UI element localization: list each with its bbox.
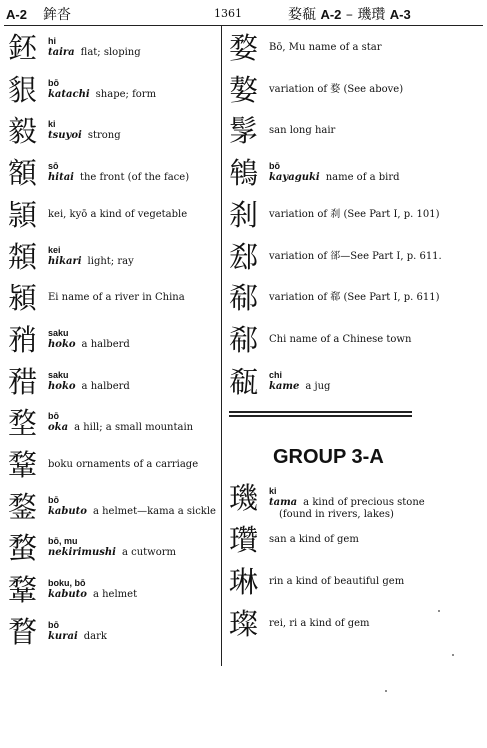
- entry-meaning: a kind of precious stone: [303, 497, 425, 508]
- entry-reading: bō: [48, 619, 59, 630]
- entry-meaning: kei, kyō a kind of vegetable: [48, 208, 188, 220]
- print-speck: [438, 610, 440, 612]
- entry-reading: saku: [48, 369, 69, 380]
- entry-meaning: strong: [87, 130, 121, 142]
- entry-reading: saku: [48, 327, 69, 338]
- entry-meaning: a helmet: [92, 589, 138, 601]
- section-rule-top: [229, 411, 412, 413]
- entry-kanji: 瞀: [8, 614, 38, 649]
- entry-meaning: dark: [83, 630, 107, 642]
- entry-reading: bō: [269, 161, 280, 172]
- entry-kanji: 郗: [229, 322, 259, 357]
- entry-kanji: 潁: [8, 281, 38, 316]
- entry-gloss: hikari: [48, 255, 82, 267]
- entry-gloss: kame: [269, 380, 300, 392]
- entry-meaning: rin a kind of beautiful gem: [269, 576, 405, 587]
- header-right-code-2: A-3: [389, 7, 411, 22]
- entry-meaning: light; ray: [87, 255, 134, 267]
- section-rule-bottom: [229, 415, 412, 417]
- entry-kanji: 鴾: [229, 156, 259, 191]
- entry-text: [48, 369, 130, 393]
- entry-text: [48, 35, 141, 59]
- entry-meaning: a helmet—kama a sickle: [92, 505, 216, 517]
- entry-kanji: 額: [8, 156, 38, 191]
- entry-meaning: Ei name of a river in China: [48, 292, 185, 304]
- entry-kanji: 毅: [8, 114, 38, 149]
- entry-reading: ki: [269, 486, 277, 496]
- page-number: 1361: [214, 7, 242, 20]
- entry-text: [48, 535, 176, 559]
- print-speck: [385, 690, 387, 692]
- entry-reading: ki: [48, 119, 56, 130]
- entry-text: [48, 619, 107, 643]
- entry-text: [48, 244, 134, 268]
- entry-text: [269, 42, 382, 54]
- entry-kanji: 鞪: [8, 448, 38, 482]
- entry-kanji: 蝥: [8, 531, 38, 566]
- entry-text: [269, 125, 335, 137]
- entry-meaning: rei, ri a kind of gem: [269, 618, 370, 629]
- entry-gloss: kurai: [48, 630, 78, 642]
- entry-kanji: 堥: [8, 406, 38, 441]
- entry-kanji: 頮: [8, 239, 38, 274]
- entry-meaning: a halberd: [81, 338, 130, 350]
- entry-reading: bō: [48, 77, 59, 88]
- entry-kanji: 郄: [229, 239, 259, 274]
- header-right-code-1: A-2: [320, 7, 342, 22]
- entry-text: [269, 534, 359, 546]
- entry-gloss: nekirimushi: [48, 547, 116, 559]
- entry-text: [269, 334, 411, 346]
- entry-meaning: a cutworm: [121, 547, 177, 559]
- print-speck: [452, 654, 454, 656]
- entry-kanji: 貇: [8, 72, 38, 107]
- entry-kanji: 鞪: [8, 573, 38, 608]
- entry-text: [48, 160, 189, 184]
- entry-kanji: 鍪: [8, 489, 38, 524]
- entry-text: [269, 618, 370, 630]
- entry-gloss: hoko: [48, 380, 76, 392]
- entry-text: [48, 494, 216, 518]
- header-left-code: A-2: [6, 7, 27, 22]
- entry-kanji: 郗: [229, 281, 259, 316]
- entry-kanji: 婺: [229, 31, 259, 65]
- entry-reading: kei: [48, 244, 61, 255]
- header-right-kanji-1: 婺瓻: [288, 7, 316, 23]
- entry-text: [48, 292, 185, 304]
- entry-gloss: hitai: [48, 172, 74, 184]
- entry-meaning: name of a bird: [325, 172, 400, 184]
- entry-kanji: 髳: [229, 114, 259, 149]
- entry-gloss: kabuto: [48, 505, 87, 517]
- entry-gloss: tsuyoi: [48, 130, 82, 142]
- entry-text: [269, 369, 330, 393]
- header-left: [6, 4, 71, 24]
- entry-gloss: katachi: [48, 88, 90, 100]
- entry-text: [269, 160, 400, 184]
- entry-meaning: san a kind of gem: [269, 534, 359, 545]
- entry-reading: boku, bō: [48, 578, 86, 589]
- entry-text: [48, 410, 193, 434]
- entry-kanji: 刹: [229, 197, 259, 232]
- entry-kanji: 璣: [229, 481, 259, 515]
- entry-meaning: variation of 刹 (See Part I, p. 101): [269, 208, 440, 220]
- group-title: GROUP 3-A: [273, 446, 384, 468]
- entry-text: [269, 209, 440, 221]
- entry-kanji: 瓻: [229, 364, 259, 399]
- entry-text: [48, 577, 137, 601]
- entry-reading: bō, mu: [48, 536, 78, 547]
- entry-reading: bō: [48, 411, 59, 422]
- entry-gloss: tama: [269, 497, 298, 508]
- entry-gloss: hoko: [48, 338, 76, 350]
- entry-text: [48, 118, 121, 142]
- header-right: [288, 4, 411, 24]
- entry-meaning-continued: (found in rivers, lakes): [279, 509, 394, 520]
- entry-meaning: boku ornaments of a carriage: [48, 459, 199, 470]
- entry-meaning: Bō, Mu name of a star: [269, 42, 382, 53]
- entry-kanji: 矠: [8, 364, 38, 399]
- entry-kanji: 琳: [229, 565, 259, 599]
- entry-reading: chi: [269, 369, 283, 380]
- entry-gloss: kayaguki: [269, 172, 320, 184]
- entry-kanji: 鉟: [8, 31, 38, 65]
- entry-meaning: variation of 郤—See Part I, p. 611.: [269, 250, 442, 262]
- entry-meaning: a halberd: [81, 380, 130, 392]
- entry-text: [269, 292, 440, 304]
- entry-text: [48, 77, 156, 101]
- entry-gloss: kabuto: [48, 589, 87, 601]
- entry-reading: hi: [48, 36, 56, 46]
- entry-meaning: variation of 郗 (See Part I, p. 611): [269, 292, 440, 304]
- entry-kanji: 嫯: [229, 72, 259, 107]
- entry-kanji: 頴: [8, 197, 38, 232]
- entry-meaning: the front (of the face): [79, 172, 190, 184]
- entry-kanji: 矟: [8, 322, 38, 357]
- entry-text: [269, 576, 404, 588]
- header-rule: [4, 25, 483, 26]
- entry-reading: bō: [48, 494, 59, 505]
- entry-text: [269, 251, 442, 263]
- entry-reading: sō: [48, 161, 59, 172]
- column-divider: [221, 26, 222, 666]
- entry-meaning: a hill; a small mountain: [74, 422, 194, 434]
- entry-meaning: san long hair: [269, 125, 336, 137]
- entry-meaning: Chi name of a Chinese town: [269, 333, 412, 345]
- entry-gloss: oka: [48, 422, 69, 434]
- entry-text: [269, 84, 403, 96]
- entry-meaning: shape; form: [95, 88, 157, 100]
- entry-kanji: 璨: [229, 607, 259, 641]
- entry-text: [48, 459, 198, 471]
- header-right-kanji-2: 璣瓚: [357, 7, 386, 23]
- entry-text: [48, 327, 130, 351]
- entry-meaning: flat; sloping: [80, 47, 141, 58]
- entry-meaning: variation of 婺 (See above): [269, 83, 404, 95]
- header-right-dash: –: [345, 7, 353, 23]
- entry-gloss: taira: [48, 47, 75, 58]
- header-left-kanji: 鉾沓: [42, 7, 71, 23]
- entry-meaning: a jug: [305, 380, 331, 392]
- entry-text: [269, 485, 425, 521]
- entry-text: [48, 209, 187, 221]
- entry-kanji: 瓚: [229, 523, 259, 557]
